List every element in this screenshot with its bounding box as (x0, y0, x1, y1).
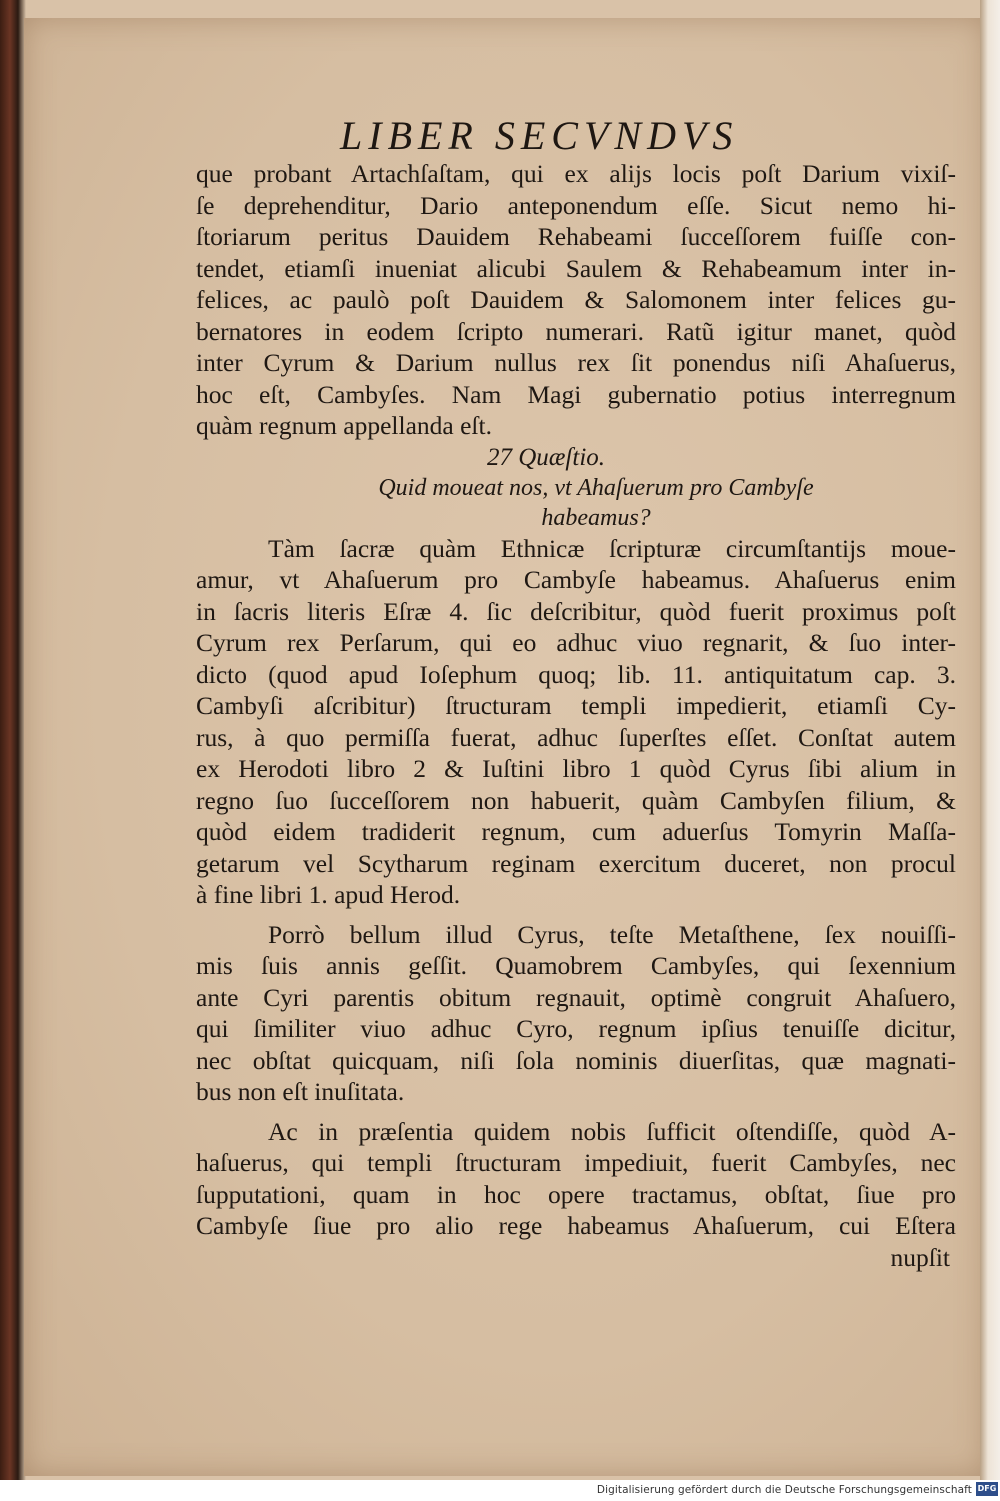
text-line: Tàm ſacræ quàm Ethnicæ ſcripturæ circumſtantijs moue- (268, 533, 956, 563)
question-title-line: habeamus? (541, 504, 651, 531)
text-line: ante Cyri parentis obitum regnauit, optimè congruit Ahaſuero, (196, 982, 956, 1012)
text-line: haſuerus, qui templi ſtructuram impediuit, fuerit Cambyſes, nec (196, 1148, 956, 1177)
question-title-line: Quid moueat nos, vt Ahaſuerum pro Cambyſe (378, 474, 814, 501)
text-line: Ac in præſentia quidem nobis ſufficit oſtendiſſe, quòd A- (268, 1116, 956, 1146)
text-line: qui ſimiliter viuo adhuc Cyro, regnum ipſius tenuiſſe dicitur, (196, 1014, 956, 1043)
paragraph-4 (196, 1116, 956, 1242)
digitization-credit: Digitalisierung gefördert durch die Deutsche Forschungsgemeinschaft (596, 1484, 972, 1496)
text-line: inter Cyrum & Darium nullus rex ſit ponendus niſi Ahaſuerus, (196, 348, 956, 377)
text-line: bus non eſt inuſitata. (196, 1077, 405, 1106)
text-line: bernatores in eodem ſcripto numerari. Ratũ igitur manet, quòd (196, 316, 956, 346)
text-line: tendet, etiamſi inueniat alicubi Saulem & Rehabeamum inter in- (196, 253, 956, 283)
text-line: ex Herodoti libro 2 & Iuſtini libro 1 quòd Cyrus ſibi alium in (196, 754, 956, 783)
question-number: 27 Quæſtio. (486, 443, 606, 471)
catchword: nupſit (890, 1242, 950, 1272)
text-line: hoc eſt, Cambyſes. Nam Magi gubernatio potius interregnum (196, 379, 956, 409)
dfg-logo: DFG (976, 1482, 998, 1496)
text-line: regno ſuo ſucceſſorem non habuerit, quàm Cambyſen filium, & (196, 785, 956, 815)
text-line: ſupputationi, quam in hoc opere tractamus, obſtat, ſiue pro (196, 1179, 956, 1209)
text-line: dicto (quod apud Ioſephum quoq; lib. 11. antiquitatum cap. 3. (196, 659, 956, 689)
paragraph-3 (196, 919, 956, 1108)
page-edge (980, 0, 1000, 1480)
text-line: ſtoriarum peritus Dauidem Rehabeami ſucceſſorem fuiſſe con- (196, 222, 956, 251)
text-line: ſe deprehenditur, Dario anteponendum eſſe. Sicut nemo hi- (196, 190, 956, 220)
text-line: Cambyſe ſiue pro alio rege habeamus Ahaſuerum, cui Eſtera (196, 1211, 956, 1240)
text-line: getarum vel Scytharum reginam exercitum duceret, non procul (196, 848, 956, 878)
text-line: nec obſtat quicquam, niſi ſola nominis diuerſitas, quæ magnati- (196, 1045, 956, 1075)
paragraph-1 (196, 158, 956, 442)
text-line: que probant Artachſaſtam, qui ex alijs locis poſt Darium vixiſ- (196, 159, 956, 188)
text-line: Cyrum rex Perſarum, qui eo adhuc viuo regnarit, & ſuo inter- (196, 628, 956, 657)
paragraph-2 (196, 533, 956, 911)
text-line: Cambyſi aſcribitur) ſtructuram templi impedierit, etiamſi Cy- (196, 691, 956, 720)
text-line: quàm regnum appellanda eſt. (196, 411, 492, 440)
text-line: mis ſuis annis geſſit. Quamobrem Cambyſes, qui ſexennium (196, 951, 956, 980)
running-head: LIBER SECVNDVS (340, 113, 739, 158)
text-line: à fine libri 1. apud Herod. (196, 880, 461, 909)
text-line: Porrò bellum illud Cyrus, teſte Metaſthene, ſex nouiſſi- (268, 919, 956, 949)
text-line: in ſacris literis Eſræ 4. ſic deſcribitur, quòd fuerit proximus poſt (196, 596, 956, 626)
text-line: rus, à quo permiſſa fuerat, adhuc ſuperſtes eſſet. Conſtat autem (196, 722, 956, 752)
text-line: quòd eidem tradiderit regnum, cum aduerſus Tomyrin Maſſa- (196, 817, 956, 846)
page-text (196, 158, 956, 1273)
text-line: felices, ac paulò poſt Dauidem & Salomonem inter felices gu- (196, 285, 956, 314)
text-line: amur, vt Ahaſuerum pro Cambyſe habeamus. Ahaſuerus enim (196, 565, 956, 594)
